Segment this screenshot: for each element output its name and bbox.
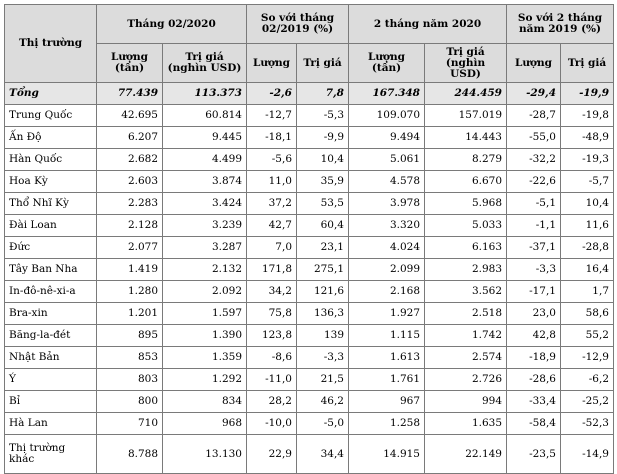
cell-value: 136,3 — [297, 303, 349, 325]
cell-value: -5,3 — [297, 105, 349, 127]
cell-value: 42,8 — [507, 325, 561, 347]
cell-value: 28,2 — [247, 391, 297, 413]
cell-value: 7,8 — [297, 83, 349, 105]
cell-value: 800 — [97, 391, 163, 413]
cell-value: -3,3 — [297, 347, 349, 369]
table-row — [5, 171, 614, 193]
cell-value: 1.280 — [97, 281, 163, 303]
cell-value: 42,7 — [247, 215, 297, 237]
cell-value: 1.927 — [349, 303, 425, 325]
cell-value: 1.201 — [97, 303, 163, 325]
cell-value: -52,3 — [561, 413, 614, 435]
cell-value: -17,1 — [507, 281, 561, 303]
cell-value: 55,2 — [561, 325, 614, 347]
cell-value: 5.968 — [425, 193, 507, 215]
row-name: Trung Quốc — [5, 105, 97, 127]
cell-value: -5,7 — [561, 171, 614, 193]
cell-value: 8.279 — [425, 149, 507, 171]
cell-value: 2.603 — [97, 171, 163, 193]
cell-value: 109.070 — [349, 105, 425, 127]
cell-value: 34,4 — [297, 435, 349, 474]
cell-value: 2.099 — [349, 259, 425, 281]
header-group-feb-2020: Tháng 02/2020 — [97, 5, 247, 44]
cell-value: 2.128 — [97, 215, 163, 237]
cell-value: 23,0 — [507, 303, 561, 325]
cell-value: 1.761 — [349, 369, 425, 391]
cell-value: -19,3 — [561, 149, 614, 171]
cell-value: -5,6 — [247, 149, 297, 171]
cell-value: -25,2 — [561, 391, 614, 413]
cell-value: 53,5 — [297, 193, 349, 215]
cell-value: 23,1 — [297, 237, 349, 259]
cell-value: -5,0 — [297, 413, 349, 435]
table-row — [5, 215, 614, 237]
table-body — [5, 83, 614, 474]
cell-value: -19,9 — [561, 83, 614, 105]
cell-value: 3.978 — [349, 193, 425, 215]
cell-value: 5.061 — [349, 149, 425, 171]
cell-value: -14,9 — [561, 435, 614, 474]
cell-value: 6.207 — [97, 127, 163, 149]
table-row — [5, 413, 614, 435]
row-name: Thổ Nhĩ Kỳ — [5, 193, 97, 215]
cell-value: 13.130 — [163, 435, 247, 474]
cell-value: 10,4 — [297, 149, 349, 171]
row-name: Tổng — [5, 83, 97, 105]
cell-value: 853 — [97, 347, 163, 369]
cell-value: 46,2 — [297, 391, 349, 413]
cell-value: 2.092 — [163, 281, 247, 303]
subheader-cell: Trị giá (nghìn USD) — [425, 44, 507, 83]
table-row — [5, 259, 614, 281]
subheader-cell: Lượng — [507, 44, 561, 83]
subheader-cell: Lượng — [247, 44, 297, 83]
cell-value: 21,5 — [297, 369, 349, 391]
cell-value: 2.682 — [97, 149, 163, 171]
cell-value: 3.320 — [349, 215, 425, 237]
cell-value: 994 — [425, 391, 507, 413]
cell-value: 1.613 — [349, 347, 425, 369]
cell-value: 9.494 — [349, 127, 425, 149]
cell-value: 803 — [97, 369, 163, 391]
cell-value: 37,2 — [247, 193, 297, 215]
cell-value: -37,1 — [507, 237, 561, 259]
cell-value: -12,7 — [247, 105, 297, 127]
cell-value: 14.915 — [349, 435, 425, 474]
cell-value: 2.077 — [97, 237, 163, 259]
table-row — [5, 435, 614, 474]
cell-value: -33,4 — [507, 391, 561, 413]
cell-value: 171,8 — [247, 259, 297, 281]
cell-value: 8.788 — [97, 435, 163, 474]
cell-value: -28,8 — [561, 237, 614, 259]
cell-value: 157.019 — [425, 105, 507, 127]
cell-value: 1.359 — [163, 347, 247, 369]
cell-value: 7,0 — [247, 237, 297, 259]
cell-value: -28,6 — [507, 369, 561, 391]
table-row — [5, 303, 614, 325]
cell-value: 6.670 — [425, 171, 507, 193]
row-name: Nhật Bản — [5, 347, 97, 369]
cell-value: 22,9 — [247, 435, 297, 474]
cell-value: 14.443 — [425, 127, 507, 149]
market-data-table — [4, 4, 614, 474]
cell-value: 6.163 — [425, 237, 507, 259]
cell-value: 2.168 — [349, 281, 425, 303]
cell-value: -5,1 — [507, 193, 561, 215]
table-row — [5, 237, 614, 259]
cell-value: 967 — [349, 391, 425, 413]
cell-value: -55,0 — [507, 127, 561, 149]
table-row — [5, 391, 614, 413]
cell-value: 2.283 — [97, 193, 163, 215]
cell-value: 1.258 — [349, 413, 425, 435]
subheader-cell: Trị giá — [561, 44, 614, 83]
table-row — [5, 105, 614, 127]
row-name: Ấn Độ — [5, 127, 97, 149]
cell-value: -29,4 — [507, 83, 561, 105]
cell-value: 4.024 — [349, 237, 425, 259]
cell-value: 5.033 — [425, 215, 507, 237]
row-name: Đức — [5, 237, 97, 259]
header-market: Thị trường — [5, 5, 97, 83]
export-table-container — [4, 4, 613, 474]
cell-value: 60,4 — [297, 215, 349, 237]
cell-value: -9,9 — [297, 127, 349, 149]
cell-value: -23,5 — [507, 435, 561, 474]
subheader-cell: Trị giá (nghìn USD) — [163, 44, 247, 83]
cell-value: -1,1 — [507, 215, 561, 237]
cell-value: 2.983 — [425, 259, 507, 281]
row-name: Băng-la-đét — [5, 325, 97, 347]
cell-value: 834 — [163, 391, 247, 413]
row-name: Thị trường khác — [5, 435, 97, 474]
cell-value: 1.597 — [163, 303, 247, 325]
cell-value: -22,6 — [507, 171, 561, 193]
cell-value: 10,4 — [561, 193, 614, 215]
cell-value: 1.742 — [425, 325, 507, 347]
cell-value: 3.424 — [163, 193, 247, 215]
cell-value: 968 — [163, 413, 247, 435]
cell-value: 3.562 — [425, 281, 507, 303]
cell-value: -3,3 — [507, 259, 561, 281]
cell-value: 1,7 — [561, 281, 614, 303]
row-name: Hoa Kỳ — [5, 171, 97, 193]
cell-value: -19,8 — [561, 105, 614, 127]
cell-value: 1.419 — [97, 259, 163, 281]
cell-value: 1.292 — [163, 369, 247, 391]
cell-value: 4.499 — [163, 149, 247, 171]
cell-value: 58,6 — [561, 303, 614, 325]
cell-value: 2.518 — [425, 303, 507, 325]
header-group-2months-2020: 2 tháng năm 2020 — [349, 5, 507, 44]
cell-value: 1.115 — [349, 325, 425, 347]
row-name: Hàn Quốc — [5, 149, 97, 171]
cell-value: -28,7 — [507, 105, 561, 127]
cell-value: 4.578 — [349, 171, 425, 193]
cell-value: 167.348 — [349, 83, 425, 105]
cell-value: -12,9 — [561, 347, 614, 369]
table-row — [5, 193, 614, 215]
table-row — [5, 149, 614, 171]
cell-value: 3.287 — [163, 237, 247, 259]
cell-value: 895 — [97, 325, 163, 347]
cell-value: -18,1 — [247, 127, 297, 149]
cell-value: 9.445 — [163, 127, 247, 149]
cell-value: 11,6 — [561, 215, 614, 237]
table-row — [5, 347, 614, 369]
header-group-vs-feb-2019: So với tháng 02/2019 (%) — [247, 5, 349, 44]
cell-value: 34,2 — [247, 281, 297, 303]
row-name: Ý — [5, 369, 97, 391]
subheader-cell: Lượng (tấn) — [97, 44, 163, 83]
cell-value: 244.459 — [425, 83, 507, 105]
subheader-cell: Trị giá — [297, 44, 349, 83]
row-name: In-đô-nê-xi-a — [5, 281, 97, 303]
cell-value: 2.574 — [425, 347, 507, 369]
cell-value: 77.439 — [97, 83, 163, 105]
cell-value: -32,2 — [507, 149, 561, 171]
row-name: Đài Loan — [5, 215, 97, 237]
cell-value: -10,0 — [247, 413, 297, 435]
cell-value: 22.149 — [425, 435, 507, 474]
cell-value: 35,9 — [297, 171, 349, 193]
table-row-total — [5, 83, 614, 105]
cell-value: -48,9 — [561, 127, 614, 149]
cell-value: 16,4 — [561, 259, 614, 281]
cell-value: 75,8 — [247, 303, 297, 325]
cell-value: 11,0 — [247, 171, 297, 193]
cell-value: -8,6 — [247, 347, 297, 369]
cell-value: -11,0 — [247, 369, 297, 391]
row-name: Tây Ban Nha — [5, 259, 97, 281]
table-row — [5, 369, 614, 391]
cell-value: 121,6 — [297, 281, 349, 303]
row-name: Bra-xin — [5, 303, 97, 325]
cell-value: 123,8 — [247, 325, 297, 347]
cell-value: 1.635 — [425, 413, 507, 435]
header-group-vs-2months-2019: So với 2 tháng năm 2019 (%) — [507, 5, 614, 44]
row-name: Bỉ — [5, 391, 97, 413]
cell-value: -6,2 — [561, 369, 614, 391]
subheader-cell: Lượng (tấn) — [349, 44, 425, 83]
table-row — [5, 127, 614, 149]
cell-value: 60.814 — [163, 105, 247, 127]
row-name: Hà Lan — [5, 413, 97, 435]
cell-value: -18,9 — [507, 347, 561, 369]
cell-value: -2,6 — [247, 83, 297, 105]
cell-value: 42.695 — [97, 105, 163, 127]
cell-value: 113.373 — [163, 83, 247, 105]
cell-value: 2.132 — [163, 259, 247, 281]
cell-value: 3.239 — [163, 215, 247, 237]
cell-value: 139 — [297, 325, 349, 347]
table-row — [5, 281, 614, 303]
table-row — [5, 325, 614, 347]
cell-value: 2.726 — [425, 369, 507, 391]
cell-value: 1.390 — [163, 325, 247, 347]
cell-value: 710 — [97, 413, 163, 435]
cell-value: 275,1 — [297, 259, 349, 281]
cell-value: 3.874 — [163, 171, 247, 193]
cell-value: -58,4 — [507, 413, 561, 435]
